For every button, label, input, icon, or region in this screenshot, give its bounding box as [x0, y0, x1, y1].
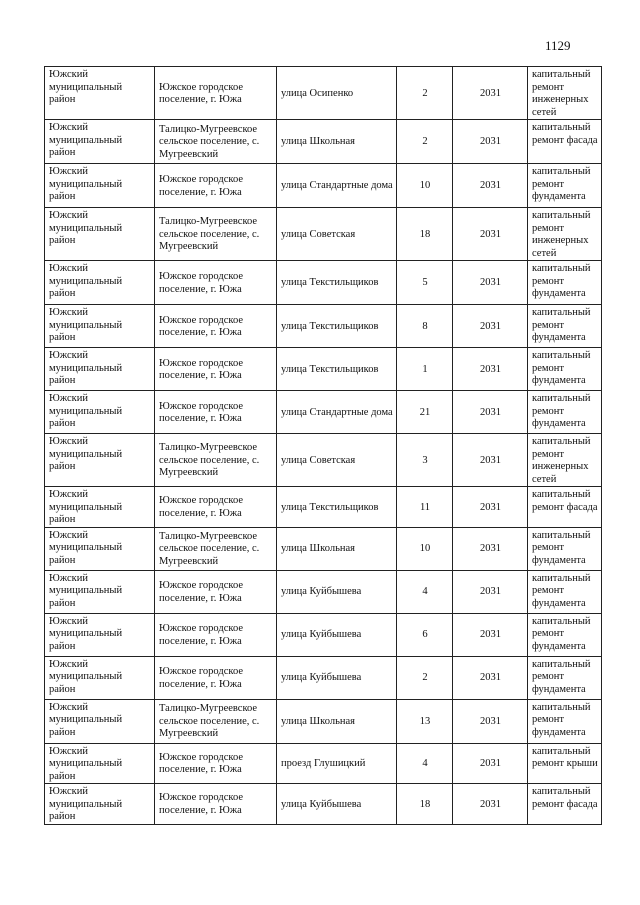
street-cell: улица Советская — [277, 208, 397, 261]
district-cell: Южский муниципальный район — [45, 699, 155, 743]
work-type-cell: капитальный ремонт инженерных сетей — [528, 208, 602, 261]
house-number-cell: 1 — [397, 348, 453, 391]
work-type-cell: капитальный ремонт фундамента — [528, 656, 602, 699]
table-row — [45, 305, 602, 348]
work-type-cell: капитальный ремонт инженерных сетей — [528, 67, 602, 120]
house-number-cell: 3 — [397, 434, 453, 487]
work-type-cell: капитальный ремонт фундамента — [528, 261, 602, 305]
settlement-cell: Южское городское поселение, г. Южа — [155, 784, 277, 825]
house-number-cell: 10 — [397, 527, 453, 570]
work-type-cell: капитальный ремонт фундамента — [528, 613, 602, 656]
settlement-cell: Южское городское поселение, г. Южа — [155, 570, 277, 613]
table-row — [45, 570, 602, 613]
district-cell: Южский муниципальный район — [45, 743, 155, 784]
table-row — [45, 743, 602, 784]
house-number-cell: 4 — [397, 743, 453, 784]
table-row — [45, 784, 602, 825]
street-cell: улица Текстильщиков — [277, 348, 397, 391]
street-cell: улица Куйбышева — [277, 784, 397, 825]
district-cell: Южский муниципальный район — [45, 305, 155, 348]
year-cell: 2031 — [453, 613, 528, 656]
page-number: 1129 — [545, 38, 571, 53]
work-type-cell: капитальный ремонт фундамента — [528, 391, 602, 434]
settlement-cell: Южское городское поселение, г. Южа — [155, 164, 277, 208]
street-cell: улица Куйбышева — [277, 656, 397, 699]
district-cell: Южский муниципальный район — [45, 656, 155, 699]
table-row — [45, 656, 602, 699]
settlement-cell: Талицко-Мугреевское сельское поселение, с. Мугреевский — [155, 208, 277, 261]
district-cell: Южский муниципальный район — [45, 348, 155, 391]
district-cell: Южский муниципальный район — [45, 208, 155, 261]
street-cell: улица Текстильщиков — [277, 487, 397, 528]
settlement-cell: Южское городское поселение, г. Южа — [155, 743, 277, 784]
settlement-cell: Талицко-Мугреевское сельское поселение, с. Мугреевский — [155, 434, 277, 487]
work-type-cell: капитальный ремонт фасада — [528, 120, 602, 164]
district-cell: Южский муниципальный район — [45, 120, 155, 164]
year-cell: 2031 — [453, 699, 528, 743]
year-cell: 2031 — [453, 67, 528, 120]
year-cell: 2031 — [453, 656, 528, 699]
settlement-cell: Южское городское поселение, г. Южа — [155, 348, 277, 391]
settlement-cell: Южское городское поселение, г. Южа — [155, 391, 277, 434]
district-cell: Южский муниципальный район — [45, 487, 155, 528]
table-row — [45, 261, 602, 305]
street-cell: улица Советская — [277, 434, 397, 487]
settlement-cell: Южское городское поселение, г. Южа — [155, 613, 277, 656]
year-cell: 2031 — [453, 391, 528, 434]
district-cell: Южский муниципальный район — [45, 613, 155, 656]
house-number-cell: 8 — [397, 305, 453, 348]
work-type-cell: капитальный ремонт фундамента — [528, 570, 602, 613]
settlement-cell: Южское городское поселение, г. Южа — [155, 656, 277, 699]
table-row — [45, 434, 602, 487]
year-cell: 2031 — [453, 784, 528, 825]
work-type-cell: капитальный ремонт фундамента — [528, 527, 602, 570]
street-cell: проезд Глушицкий — [277, 743, 397, 784]
house-number-cell: 10 — [397, 164, 453, 208]
house-number-cell: 5 — [397, 261, 453, 305]
street-cell: улица Текстильщиков — [277, 261, 397, 305]
district-cell: Южский муниципальный район — [45, 164, 155, 208]
year-cell: 2031 — [453, 487, 528, 528]
house-number-cell: 2 — [397, 656, 453, 699]
settlement-cell: Южское городское поселение, г. Южа — [155, 67, 277, 120]
table-row — [45, 164, 602, 208]
work-type-cell: капитальный ремонт фасада — [528, 784, 602, 825]
street-cell: улица Стандартные дома — [277, 164, 397, 208]
house-number-cell: 18 — [397, 784, 453, 825]
street-cell: улица Стандартные дома — [277, 391, 397, 434]
year-cell: 2031 — [453, 120, 528, 164]
year-cell: 2031 — [453, 164, 528, 208]
table-row — [45, 67, 602, 120]
district-cell: Южский муниципальный район — [45, 527, 155, 570]
year-cell: 2031 — [453, 743, 528, 784]
table-row — [45, 613, 602, 656]
year-cell: 2031 — [453, 570, 528, 613]
work-type-cell: капитальный ремонт фундамента — [528, 305, 602, 348]
district-cell: Южский муниципальный район — [45, 784, 155, 825]
house-number-cell: 6 — [397, 613, 453, 656]
settlement-cell: Талицко-Мугреевское сельское поселение, с. Мугреевский — [155, 527, 277, 570]
district-cell: Южский муниципальный район — [45, 67, 155, 120]
district-cell: Южский муниципальный район — [45, 434, 155, 487]
year-cell: 2031 — [453, 348, 528, 391]
work-type-cell: капитальный ремонт инженерных сетей — [528, 434, 602, 487]
street-cell: улица Куйбышева — [277, 570, 397, 613]
table-row — [45, 699, 602, 743]
work-type-cell: капитальный ремонт фундамента — [528, 699, 602, 743]
table-row — [45, 391, 602, 434]
house-number-cell: 2 — [397, 120, 453, 164]
street-cell: улица Куйбышева — [277, 613, 397, 656]
year-cell: 2031 — [453, 305, 528, 348]
street-cell: улица Текстильщиков — [277, 305, 397, 348]
street-cell: улица Школьная — [277, 120, 397, 164]
repair-program-table — [44, 66, 602, 825]
work-type-cell: капитальный ремонт фасада — [528, 487, 602, 528]
year-cell: 2031 — [453, 527, 528, 570]
table-row — [45, 487, 602, 528]
table-row — [45, 527, 602, 570]
house-number-cell: 18 — [397, 208, 453, 261]
year-cell: 2031 — [453, 208, 528, 261]
settlement-cell: Южское городское поселение, г. Южа — [155, 305, 277, 348]
table-body — [45, 67, 602, 825]
house-number-cell: 21 — [397, 391, 453, 434]
table-row — [45, 120, 602, 164]
street-cell: улица Школьная — [277, 699, 397, 743]
year-cell: 2031 — [453, 261, 528, 305]
work-type-cell: капитальный ремонт фундамента — [528, 164, 602, 208]
work-type-cell: капитальный ремонт крыши — [528, 743, 602, 784]
table-row — [45, 348, 602, 391]
district-cell: Южский муниципальный район — [45, 261, 155, 305]
year-cell: 2031 — [453, 434, 528, 487]
house-number-cell: 13 — [397, 699, 453, 743]
work-type-cell: капитальный ремонт фундамента — [528, 348, 602, 391]
street-cell: улица Школьная — [277, 527, 397, 570]
street-cell: улица Осипенко — [277, 67, 397, 120]
house-number-cell: 11 — [397, 487, 453, 528]
settlement-cell: Южское городское поселение, г. Южа — [155, 261, 277, 305]
settlement-cell: Талицко-Мугреевское сельское поселение, с. Мугреевский — [155, 699, 277, 743]
settlement-cell: Талицко-Мугреевское сельское поселение, с. Мугреевский — [155, 120, 277, 164]
table-row — [45, 208, 602, 261]
settlement-cell: Южское городское поселение, г. Южа — [155, 487, 277, 528]
house-number-cell: 2 — [397, 67, 453, 120]
house-number-cell: 4 — [397, 570, 453, 613]
district-cell: Южский муниципальный район — [45, 570, 155, 613]
district-cell: Южский муниципальный район — [45, 391, 155, 434]
